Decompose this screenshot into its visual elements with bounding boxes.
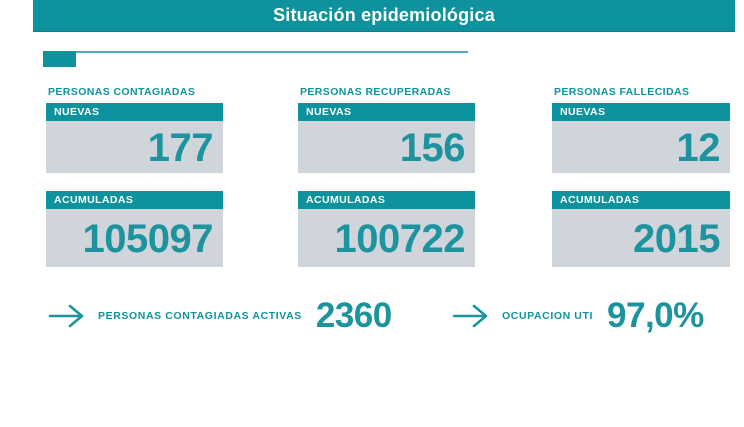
stat-column-fallecidas (552, 85, 730, 267)
stat-box-header (552, 191, 730, 209)
stat-box-header (46, 191, 223, 209)
stat-box-acumuladas (46, 191, 223, 267)
stat-value: 2015 (633, 217, 720, 261)
footer-stat-value: 2360 (315, 296, 392, 335)
stat-column-contagiadas (46, 85, 223, 267)
stat-box-header (298, 191, 475, 209)
arrow-right-icon (452, 302, 490, 330)
stat-box-nuevas (298, 103, 475, 173)
stat-value: 156 (399, 126, 465, 170)
divider-accent-chip (43, 51, 76, 67)
stat-column-recuperadas (298, 85, 475, 267)
stat-box-acumuladas (298, 191, 475, 267)
stat-box-body (46, 209, 223, 267)
footer-stat-uti (452, 296, 704, 336)
divider-line (43, 51, 468, 53)
stat-box-body (552, 121, 730, 173)
stat-value: 105097 (82, 217, 213, 261)
stat-value: 100722 (334, 217, 465, 261)
footer-stat-label: PERSONAS CONTAGIADAS ACTIVAS (98, 310, 302, 322)
stat-box-header (298, 103, 475, 121)
stat-box-nuevas (552, 103, 730, 173)
stat-value: 177 (147, 126, 213, 170)
stat-box-body (298, 121, 475, 173)
stat-box-label: NUEVAS (54, 106, 100, 118)
footer-stat-label: OCUPACION UTI (502, 310, 594, 322)
stat-box-label: ACUMULADAS (560, 194, 640, 206)
stat-value: 12 (676, 126, 720, 170)
arrow-right-icon (48, 302, 86, 330)
footer-stat-value: 97,0% (607, 296, 704, 335)
header-bar (33, 0, 735, 32)
stat-box-label: ACUMULADAS (54, 194, 134, 206)
stat-box-body (46, 121, 223, 173)
stat-box-header (552, 103, 730, 121)
page-title: Situación epidemiológica (273, 5, 495, 25)
column-heading: PERSONAS FALLECIDAS (554, 86, 690, 98)
footer-stat-activas (48, 296, 392, 336)
stat-box-nuevas (46, 103, 223, 173)
stat-box-label: ACUMULADAS (306, 194, 386, 206)
column-heading: PERSONAS CONTAGIADAS (48, 86, 196, 98)
stat-box-label: NUEVAS (306, 106, 352, 118)
column-heading: PERSONAS RECUPERADAS (300, 86, 451, 98)
stat-box-acumuladas (552, 191, 730, 267)
stat-box-body (552, 209, 730, 267)
footer-stats-row (0, 296, 744, 338)
stat-box-header (46, 103, 223, 121)
stat-box-body (298, 209, 475, 267)
stat-box-label: NUEVAS (560, 106, 606, 118)
